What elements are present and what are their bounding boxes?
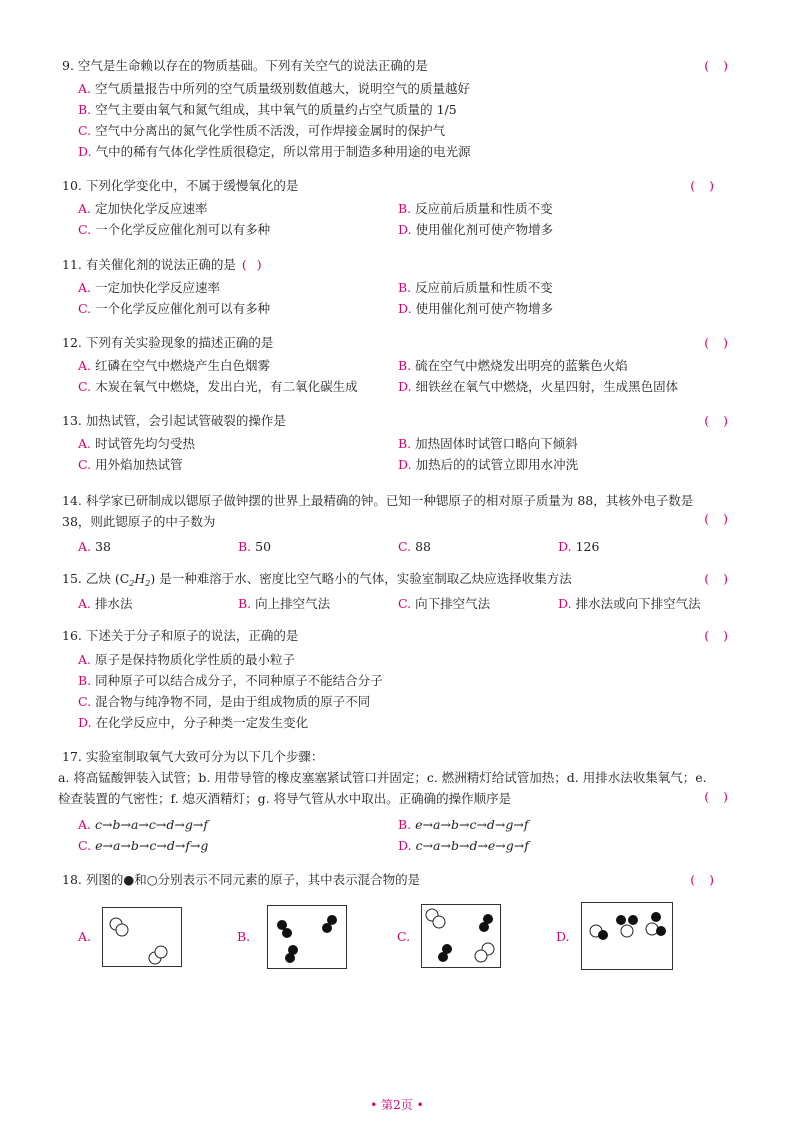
option-b[interactable]: B. 硫在空气中燃烧发出明亮的蓝紫色火焰 (398, 358, 628, 373)
question-9 (62, 56, 742, 159)
black-atom (616, 915, 626, 925)
black-atom (598, 930, 608, 940)
question-steps: a. 将高锰酸钾装入试管；b. 用带导管的橡皮塞塞紧试管口并固定；c. 燃洲精灯给试管加热；d. 用排水法收集氧气；e. 检查装置的气密性；f. 熄灭酒精灯；g. 将导气管从水中取出。正确确的操作顺序是 (58, 770, 707, 806)
answer-parentheses[interactable]: () (690, 872, 728, 887)
option-c[interactable]: C. 木炭在氧气中燃烧，发出白光，有二氧化碳生成 (78, 379, 358, 394)
option-c[interactable]: C. 空气中分离出的氮气化学性质不活泼，可作焊接金属时的保护气 (78, 123, 446, 138)
option-a[interactable]: A. 38 (78, 539, 111, 554)
question-18 (62, 870, 742, 890)
question-stem: 12. 下列有关实验现象的描述正确的是 () (62, 333, 742, 353)
option-b[interactable]: B. 空气主要由氧气和氮气组成，其中氧气的质量约占空气质量的 1/5 (78, 102, 457, 117)
option-d[interactable]: D. 细铁丝在氧气中燃烧，火星四射，生成黑色固体 (398, 379, 679, 394)
option-d[interactable]: D. 在化学反应中，分子种类一定发生变化 (78, 715, 309, 730)
option-a[interactable]: A. 定加快化学反应速率 (78, 201, 208, 216)
option-d[interactable]: D. (556, 929, 570, 944)
question-13 (62, 411, 742, 472)
option-d[interactable]: D. 使用催化剂可使产物增多 (398, 222, 554, 237)
option-d[interactable]: D. 126 (558, 539, 600, 554)
option-b[interactable]: B. 反应前后质量和性质不变 (398, 280, 553, 295)
option-b[interactable]: B. 反应前后质量和性质不变 (398, 201, 553, 216)
diagram-d[interactable] (581, 902, 673, 970)
question-stem: 14. 科学家已研制成以锶原子做钟摆的世界上最精确的钟。已知一种锶原子的相对原子质量为 88，其核外电子数是 38，则此锶原子的中子数为 (62, 493, 694, 529)
question-stem: 17. 实验室制取氧气大致可分为以下几个步骤： (62, 749, 324, 764)
diagram-a[interactable] (102, 907, 182, 967)
black-atom (282, 928, 292, 938)
page-number: • 第2页 • (370, 1098, 424, 1112)
question-stem: 9. 空气是生命赖以存在的物质基础。下列有关空气的说法正确的是 () (62, 56, 742, 76)
option-a[interactable]: A. 红磷在空气中燃烧产生白色烟雾 (78, 358, 271, 373)
option-c[interactable]: C. e→a→b→c→d→f→g (78, 838, 209, 853)
answer-parentheses[interactable]: () (241, 257, 272, 272)
white-atom (621, 925, 633, 937)
option-c[interactable]: C. 88 (398, 539, 431, 554)
answer-parentheses[interactable]: () (690, 178, 728, 193)
question-stem: 10. 下列化学变化中，不属于缓慢氧化的是 () (62, 176, 742, 196)
white-atom (155, 946, 167, 958)
diagram-c[interactable] (421, 904, 501, 968)
black-atom (651, 912, 661, 922)
white-atom (475, 950, 487, 962)
white-atom (646, 923, 658, 935)
question-17 (58, 747, 742, 853)
diagram-b[interactable] (267, 905, 347, 969)
question-stem: 15. 乙炔 $(C_2H_2)$ 是一种难溶于水、密度比空气略小的气体，实验室制取乙炔应选择收集方法 () (62, 571, 742, 588)
option-b[interactable]: B. 加热固体时试管口略向下倾斜 (398, 436, 578, 451)
answer-parentheses[interactable]: () (704, 413, 742, 428)
option-c[interactable]: C. 混合物与纯净物不同，是由于组成物质的原子不同 (78, 694, 371, 709)
option-b[interactable]: B. (237, 929, 251, 944)
option-a[interactable]: A. (78, 929, 92, 944)
option-d[interactable]: D. 排水法或向下排空气法 (558, 596, 701, 611)
option-c[interactable]: C. 用外焰加热试管 (78, 457, 183, 472)
option-b[interactable]: B. 向上排空气法 (238, 596, 331, 611)
option-a[interactable]: A. 原子是保持物质化学性质的最小粒子 (78, 652, 296, 667)
question-16 (62, 626, 742, 730)
question-10 (62, 176, 742, 237)
option-b[interactable]: B. 50 (238, 539, 272, 554)
black-atom (628, 915, 638, 925)
answer-parentheses[interactable]: () (704, 335, 742, 350)
answer-parentheses[interactable]: () (704, 628, 742, 643)
option-c[interactable]: C. 一个化学反应催化剂可以有多种 (78, 222, 271, 237)
black-atom (438, 952, 448, 962)
answer-parentheses[interactable]: () (704, 789, 742, 804)
question-stem: 11. 有关催化剂的说法正确的是 () (62, 257, 272, 272)
question-15 (62, 569, 742, 611)
black-atom (656, 926, 666, 936)
question-14 (62, 490, 742, 554)
question-stem: 13. 加热试管，会引起试管破裂的操作是 () (62, 411, 742, 431)
option-a[interactable]: A. 一定加快化学反应速率 (78, 280, 221, 295)
answer-parentheses[interactable]: () (704, 511, 742, 526)
white-atom (433, 916, 445, 928)
question-11 (62, 255, 742, 316)
option-d[interactable]: D. 加热后的的试管立即用水冲洗 (398, 457, 579, 472)
option-d[interactable]: D. 使用催化剂可使产物增多 (398, 301, 554, 316)
option-a[interactable]: A. 排水法 (78, 596, 133, 611)
option-d[interactable]: D. 气中的稀有气体化学性质很稳定，所以常用于制造多种用途的电光源 (78, 144, 471, 159)
option-a[interactable]: A. 时试管先均匀受热 (78, 436, 196, 451)
option-d[interactable]: D. c→a→b→d→e→g→f (398, 838, 529, 853)
option-c[interactable]: C. 一个化学反应催化剂可以有多种 (78, 301, 271, 316)
question-stem: 16. 下述关于分子和原子的说法，正确的是 () (62, 626, 742, 646)
question-stem: 18. 列图的●和○分别表示不同元素的原子，其中表示混合物的是 () (62, 870, 742, 890)
option-c[interactable]: C. 向下排空气法 (398, 596, 491, 611)
option-c[interactable]: C. (397, 929, 411, 944)
option-a[interactable]: A. c→b→a→c→d→g→f (78, 817, 208, 832)
option-b[interactable]: B. 同种原子可以结合成分子，不同种原子不能结合分子 (78, 673, 383, 688)
black-atom (285, 953, 295, 963)
option-a[interactable]: A. 空气质量报告中所列的空气质量级别数值越大，说明空气的质量越好 (78, 81, 471, 96)
answer-parentheses[interactable]: () (704, 58, 742, 73)
question-12 (62, 333, 742, 394)
white-atom (116, 924, 128, 936)
black-atom (322, 923, 332, 933)
answer-parentheses[interactable]: () (704, 571, 742, 586)
black-atom (479, 922, 489, 932)
option-b[interactable]: B. e→a→b→c→d→g→f (398, 817, 529, 832)
